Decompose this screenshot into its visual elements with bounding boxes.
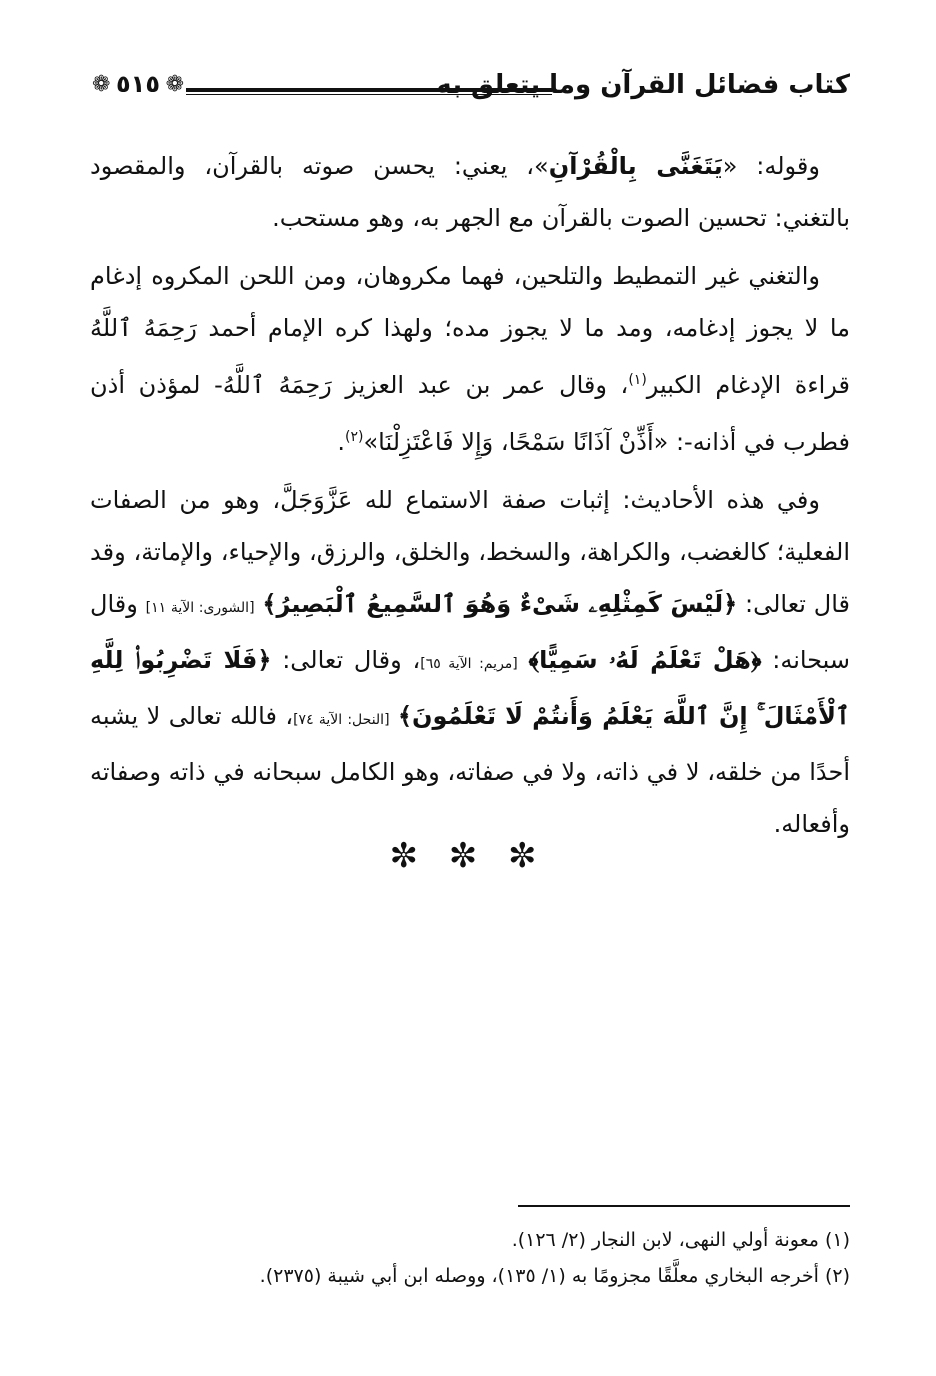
footnote-rule [518,1205,850,1207]
ornament-left-icon: ❁ [92,72,111,97]
verse-reference-2: [مريم: الآية ٦٥] [420,656,518,672]
p3-text-b: وقال سبحانه: [90,590,851,674]
paragraph-1 [90,140,850,244]
p3-text-d: ، فالله تعالى لا يشبه أحدًا من خلقه، لا في ذاته، ولا في صفاته، وهو الكامل سبحانه في ذاته وصفاته وأفعاله. [90,702,850,838]
section-separator-icon: ✼ ✼ ✼ [389,836,547,876]
paragraph-3 [90,474,850,850]
p1-text-a: وقوله: « [722,152,820,180]
footnote-ref-2[interactable]: (٢) [345,429,364,445]
hadith-quote: يَتَغَنَّى بِالْقُرْآنِ [548,152,723,180]
ornament-right-icon: ❁ [165,72,184,97]
page-number: ٥١٥ [116,70,160,98]
page-number-badge [90,66,186,106]
p1-text-b: »، يعني: يحسن صوته بالقرآن، والمقصود بالتغني: تحسين الصوت بالقرآن مع الجهر به، وهو مستحب. [90,152,850,232]
footnotes [90,1222,850,1294]
footnote-ref-1[interactable]: (١) [628,372,647,388]
quran-verse-1: ﴿لَيْسَ كَمِثْلِهِۦ شَىْءٌ وَهُوَ ٱلسَّمِيعُ ٱلْبَصِيرُ﴾ [262,590,738,618]
p3-text-a: وفي هذه الأحاديث: إثبات صفة الاستماع لله عَزَّوَجَلَّ، وهو من الصفات الفعلية؛ كالغضب، والكراهة، والسخط، والخلق، والرزق، والإحياء، والإماتة، وقد قال تعالى: [90,486,851,618]
running-title: كتاب فضائل القرآن وما يتعلق به [436,70,850,100]
header-rule [186,88,552,95]
page-header [90,62,850,114]
p2-text-a: والتغني غير التمطيط والتلحين، فهما مكروهان، ومن اللحن المكروه إدغام ما لا يجوز إدغامه، ومد ما لا يجوز مده؛ ولهذا كره الإمام أحمد رَحِمَهُ ٱللَّهُ قراءة الإدغام الكبير [90,262,850,399]
footnote-2: (٢) أخرجه البخاري معلَّقًا مجزومًا به (١/ ١٣٥)، ووصله ابن أبي شيبة (٢٣٧٥). [259,1265,850,1287]
paragraph-2 [90,250,850,468]
p2-text-c: . [337,428,346,456]
p3-text-c: ، وقال تعالى: [271,646,421,674]
footnote-1: (١) معونة أولي النهى، لابن النجار (٢/ ١٢٦). [511,1229,850,1251]
quran-verse-2: ﴿هَلْ تَعْلَمُ لَهُۥ سَمِيًّا﴾ [528,646,762,674]
main-text [90,140,850,856]
verse-reference-1: [الشورى: الآية ١١] [145,600,255,616]
verse-reference-3: [النحل: الآية ٧٤] [293,712,390,728]
quran-verse-3: ﴿فَلَا تَضْرِبُوا۟ لِلَّهِ ٱلْأَمْثَالَ ۚ إِنَّ ٱللَّهَ يَعْلَمُ وَأَنتُمْ لَا تَعْلَمُونَ﴾ [90,646,850,730]
p2-text-b: ، وقال عمر بن عبد العزيز رَحِمَهُ ٱللَّهُ- لمؤذن أذن فطرب في أذانه-: «أَذِّنْ آذَانًا سَمْحًا، وَإِلا فَاعْتَزِلْنَا» [90,371,850,456]
